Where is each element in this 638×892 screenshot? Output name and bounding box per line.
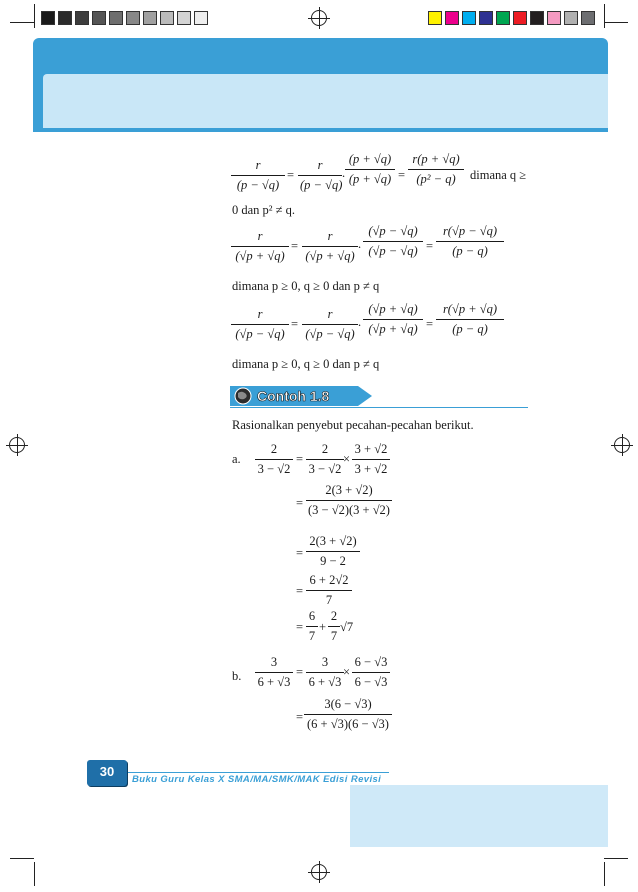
- registration-mark-icon: [9, 437, 25, 453]
- color-swatch: [462, 11, 476, 25]
- color-swatch: [41, 11, 55, 25]
- color-swatch: [109, 11, 123, 25]
- header-light-panel: [43, 74, 608, 128]
- crop-mark: [604, 22, 628, 23]
- formula-3-fraction-d: $\frac{r(√p + √q)}{(p - q)}$: [436, 302, 504, 337]
- example-b-fraction-1: $\frac{3}{6 + √3}$: [255, 655, 293, 690]
- crop-mark: [10, 22, 34, 23]
- example-a-step-5-fraction-b: $\frac{2}{7}$: [328, 609, 340, 644]
- example-a-step-5-plus: +: [319, 620, 327, 634]
- example-a-step-4-fraction: $\frac{6 + 2√2}{7}$: [306, 573, 352, 608]
- crop-mark: [604, 858, 628, 859]
- formula-2-condition: dimana p ≥ 0, q ≥ 0 dan p ≠ q: [232, 279, 380, 293]
- example-label-text: Contoh 1.8: [257, 388, 330, 404]
- page-number: 30: [87, 760, 127, 786]
- formula-1-fraction-c: $\frac{(p + √q)}{(p + √q)}$: [345, 152, 395, 187]
- example-label-rule: [230, 407, 528, 408]
- formula-1-dot: .: [342, 166, 346, 180]
- formula-3-fraction-b: $\frac{r}{(√p - √q)}$: [302, 307, 358, 342]
- color-swatch: [143, 11, 157, 25]
- color-swatch: [564, 11, 578, 25]
- example-intro: Rasionalkan penyebut pecahan-pecahan berikut.: [232, 418, 474, 432]
- color-swatch: [496, 11, 510, 25]
- color-swatch: [428, 11, 442, 25]
- crop-mark: [10, 858, 34, 859]
- example-b-step-2-fraction: $\frac{3(6 - √3)}{(6 + √3)(6 - √3)}$: [304, 697, 392, 732]
- formula-2-fraction-a: $\frac{r}{(√p + √q)}$: [231, 229, 289, 264]
- formula-3-fraction-a: $\frac{r}{(√p - √q)}$: [231, 307, 289, 342]
- example-b-step-2-equals: =: [296, 710, 304, 724]
- formula-2-equals: =: [291, 239, 299, 253]
- formula-3-condition: dimana p ≥ 0, q ≥ 0 dan p ≠ q: [232, 357, 380, 371]
- example-b-marker: b.: [232, 669, 242, 683]
- footer-rule: [127, 772, 389, 773]
- example-b-fraction-2: $\frac{3}{6 + √3}$: [306, 655, 344, 690]
- formula-3-fraction-c: $\frac{(√p + √q)}{(√p + √q)}$: [363, 302, 423, 337]
- formula-2-fraction-d: $\frac{r(√p - √q)}{(p - q)}$: [436, 224, 504, 259]
- example-label-banner: [230, 384, 374, 408]
- color-swatch: [513, 11, 527, 25]
- example-b-equals: =: [296, 665, 304, 679]
- color-swatch: [58, 11, 72, 25]
- color-swatch: [479, 11, 493, 25]
- formula-3-equals: =: [291, 317, 299, 331]
- formula-1-fraction-d: $\frac{r(p + √q)}{\text{(p² − q)}}$: [408, 152, 464, 187]
- example-a-step-5-root: √7: [340, 620, 354, 634]
- color-swatch: [194, 11, 208, 25]
- registration-mark-icon: [311, 864, 327, 880]
- crop-mark: [604, 862, 605, 886]
- formula-3-dot: .: [358, 315, 362, 329]
- formula-1-fraction-a: $\frac{r}{(p - √q)}$: [231, 158, 285, 193]
- color-swatch: [92, 11, 106, 25]
- example-a-fraction-2: $\frac{2}{3 - √2}$: [306, 442, 344, 477]
- formula-3-equals: =: [426, 317, 434, 331]
- color-swatch: [530, 11, 544, 25]
- example-a-fraction-3: $\frac{3 + √2}{3 + √2}$: [352, 442, 390, 477]
- example-a-step-4-equals: =: [296, 584, 304, 598]
- crop-mark: [604, 4, 605, 28]
- example-a-step-5-equals: =: [296, 620, 304, 634]
- registration-mark-icon: [311, 10, 327, 26]
- color-swatch: [126, 11, 140, 25]
- formula-1-condition: dimana q ≥: [470, 168, 527, 182]
- formula-1-equals: =: [287, 168, 295, 182]
- formula-2-equals: =: [426, 239, 434, 253]
- color-swatch: [581, 11, 595, 25]
- example-a-step-2-fraction: $\frac{2(3 + √2)}{(3 - √2)(3 + √2)}$: [306, 483, 392, 518]
- formula-2-fraction-b: $\frac{r}{(√p + √q)}$: [302, 229, 358, 264]
- book-title: Buku Guru Kelas X SMA/MA/SMK/MAK Edisi Revisi: [132, 774, 382, 785]
- formula-1-condition-cont: 0 dan p² ≠ q.: [232, 203, 296, 217]
- crop-mark: [34, 862, 35, 886]
- example-b-fraction-3: $\frac{6 - √3}{6 - √3}$: [352, 655, 390, 690]
- formula-1-equals: =: [398, 168, 406, 182]
- example-a-step-3-equals: =: [296, 546, 304, 560]
- header-band: [33, 38, 608, 132]
- formula-2-fraction-c: $\frac{(√p - √q)}{(√p - √q)}$: [363, 224, 423, 259]
- example-a-step-2-equals: =: [296, 496, 304, 510]
- color-swatch: [547, 11, 561, 25]
- footer-panel: [350, 785, 608, 847]
- registration-mark-icon: [614, 437, 630, 453]
- color-swatch: [75, 11, 89, 25]
- formula-2-dot: .: [358, 237, 362, 251]
- color-swatch: [445, 11, 459, 25]
- example-a-times: ×: [343, 452, 351, 466]
- example-b-times: ×: [343, 665, 351, 679]
- example-a-step-5-fraction-a: $\frac{6}{7}$: [306, 609, 318, 644]
- example-a-equals: =: [296, 452, 304, 466]
- formula-1-fraction-b: $\frac{r}{(p - √q)}$: [300, 158, 343, 192]
- color-swatch: [177, 11, 191, 25]
- example-a-marker: a.: [232, 452, 241, 466]
- example-a-fraction-1: $\frac{2}{3 - √2}$: [255, 442, 293, 477]
- example-a-step-3-fraction: $\frac{2(3 + √2)}{9 - 2}$: [306, 534, 360, 569]
- crop-mark: [34, 4, 35, 28]
- color-swatch: [160, 11, 174, 25]
